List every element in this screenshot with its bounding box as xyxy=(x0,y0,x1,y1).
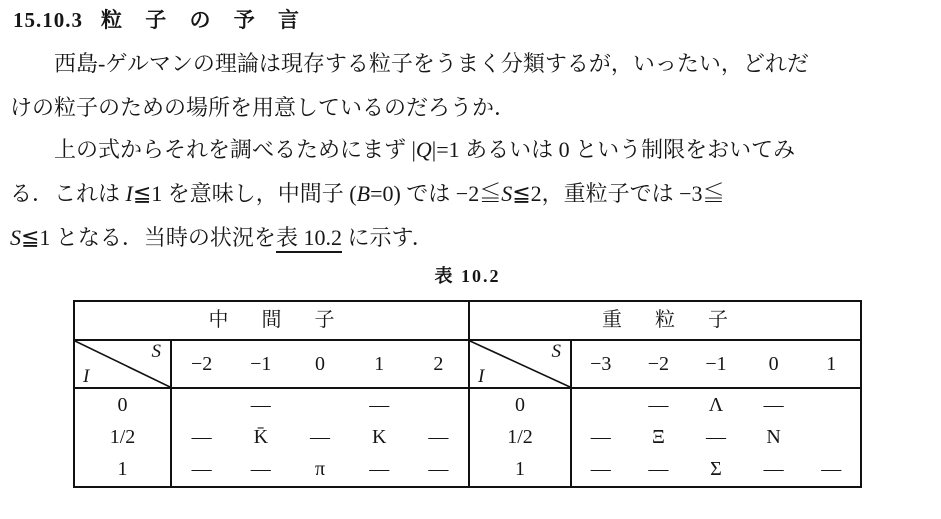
paragraph-line xyxy=(10,128,927,172)
corner-label-S: S xyxy=(551,341,561,362)
meson-cells xyxy=(172,389,468,486)
column-header: −1 xyxy=(705,352,727,375)
text-run: |=1 あるいは 0 という制限をおいてみ xyxy=(431,137,796,162)
table-reference: 表 10.2 xyxy=(276,225,342,253)
row-label: 1 xyxy=(515,458,525,481)
table-cell: — xyxy=(191,458,212,481)
baryon-cells xyxy=(572,389,860,486)
table-cell: — xyxy=(250,393,271,416)
table-cell: — xyxy=(705,425,726,448)
math-var-Q: Q xyxy=(415,137,432,162)
table-cell: K̄ xyxy=(253,425,269,448)
corner-label-I: I xyxy=(83,366,90,387)
text-run: けの粒子のための場所を用意しているのだろうか． xyxy=(10,95,517,120)
baryon-row-labels xyxy=(470,389,572,486)
table-cell: — xyxy=(369,393,390,416)
table-cell: — xyxy=(309,425,330,448)
table-cell: Σ xyxy=(710,458,722,481)
table-cell: — xyxy=(821,458,842,481)
meson-header-row xyxy=(75,341,468,389)
table-cell: π xyxy=(314,458,326,481)
table-caption: 表 10.2 xyxy=(434,266,501,286)
section-number: 15.10.3 xyxy=(13,8,83,32)
column-header: −3 xyxy=(590,352,612,375)
table-cell: — xyxy=(428,425,449,448)
table-cell: — xyxy=(250,458,271,481)
column-header: −1 xyxy=(250,352,272,375)
table-cell: N xyxy=(766,425,781,448)
text-run: に示す． xyxy=(341,225,434,250)
baryon-s-columns xyxy=(572,341,860,387)
meson-body xyxy=(75,389,468,486)
row-label: 1/2 xyxy=(109,425,136,448)
text-run: 西島-ゲルマンの理論は現存する粒子をうまく分類するが，いったい，どれだ xyxy=(54,51,809,76)
table-cell: — xyxy=(763,393,784,416)
column-header: 2 xyxy=(433,352,444,375)
corner-label-S: S xyxy=(151,341,161,362)
column-header: 0 xyxy=(768,352,779,375)
baryon-body xyxy=(470,389,860,486)
column-header: −2 xyxy=(647,352,670,375)
table-cell: — xyxy=(369,458,390,481)
math-var-S: S xyxy=(10,225,21,250)
table-cell: — xyxy=(763,458,784,481)
column-header: 1 xyxy=(826,352,837,375)
column-header: 1 xyxy=(374,352,385,375)
table-cell: — xyxy=(648,393,669,416)
baryon-table-half xyxy=(470,302,860,486)
row-label: 1/2 xyxy=(507,425,533,448)
baryon-corner-cell xyxy=(470,341,572,387)
column-header: 0 xyxy=(314,352,325,375)
table-cell: K xyxy=(371,425,387,448)
row-label: 1 xyxy=(117,458,128,481)
table-cell: — xyxy=(428,458,449,481)
text-run: ≦1 となる．当時の状況を xyxy=(21,225,276,250)
text-run: ≦1 を意味し，中間子 ( xyxy=(132,181,357,206)
table-cell: — xyxy=(590,458,611,481)
paragraph-line xyxy=(10,42,927,86)
paragraph-1 xyxy=(10,42,927,130)
table-cell: Ξ xyxy=(651,425,665,448)
particle-table xyxy=(73,300,862,488)
math-var-I: I xyxy=(125,181,133,206)
text-run: =0) では −2≦ xyxy=(370,181,502,206)
row-label: 0 xyxy=(117,393,128,416)
meson-s-columns xyxy=(172,341,468,387)
paragraph-2 xyxy=(10,128,927,260)
corner-label-I: I xyxy=(478,366,485,387)
table-cell: Λ xyxy=(708,393,724,416)
meson-title: 中 間 子 xyxy=(75,302,468,341)
math-var-B: B xyxy=(356,181,371,206)
section-title: 粒 子 の 予 言 xyxy=(101,8,308,32)
table-cell: — xyxy=(648,458,669,481)
math-var-S: S xyxy=(501,181,513,206)
table-cell: — xyxy=(590,425,611,448)
text-run: る．これは xyxy=(10,181,126,206)
text-run: ≦2，重粒子では −3≦ xyxy=(512,181,725,206)
table-cell: — xyxy=(191,425,212,448)
meson-corner-cell xyxy=(75,341,172,387)
column-header: −2 xyxy=(190,352,213,375)
section-heading xyxy=(13,4,308,34)
meson-table-half xyxy=(75,302,470,486)
text-run: 上の式からそれを調べるためにまず | xyxy=(54,137,416,162)
baryon-header-row xyxy=(470,341,860,389)
paragraph-line xyxy=(10,172,927,216)
paragraph-line xyxy=(10,216,927,260)
paragraph-line xyxy=(10,86,927,130)
meson-row-labels xyxy=(75,389,172,486)
baryon-title: 重 粒 子 xyxy=(470,302,860,341)
row-label: 0 xyxy=(515,393,525,416)
